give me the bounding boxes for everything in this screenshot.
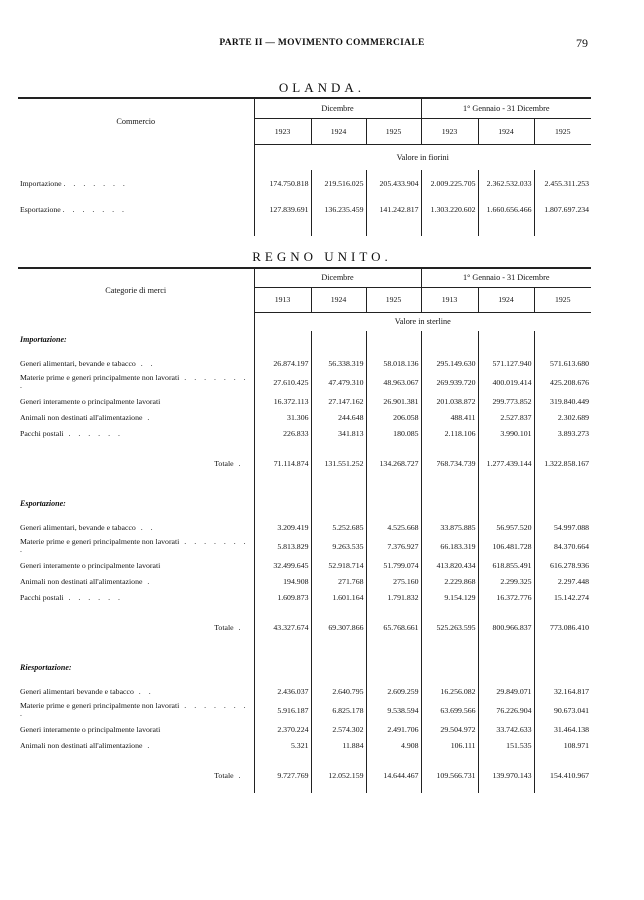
cell: 51.799.074 (366, 557, 421, 573)
table-row (18, 557, 591, 573)
table-row: Generi alimentari, bevande e tabacco . . 26.874.197 56.338.319 58.018.136 295.149.630 571.127.940 571.613.680 (18, 355, 591, 371)
cell: 5.813.829 (254, 535, 311, 557)
row-label: Generi interamente o principalmente lavorati (20, 396, 161, 406)
cell: 2.302.689 (534, 409, 591, 425)
olanda-year: 1923 (421, 118, 478, 144)
row-label: Materie prime e generi principalmente non lavorati (20, 537, 180, 546)
table-row: Materie prime e generi principalmente non lavorati . . . . . . . . 27.610.425 47.479.310 48.963.067 269.939.720 400.019.414 425.208.676 (18, 371, 591, 393)
cell: 48.963.067 (366, 371, 421, 393)
cell: 66.183.319 (421, 535, 478, 557)
cell: 16.256.082 (421, 683, 478, 699)
cell: 9.727.769 (254, 767, 311, 783)
cell: 11.884 (311, 737, 366, 753)
row-label: Animali non destinati all'alimentazione (20, 412, 143, 422)
cell: 299.773.852 (478, 393, 534, 409)
cell: 341.813 (311, 425, 366, 441)
table-row: Pacchi postali . . . . . . 1.609.873 1.601.164 1.791.832 9.154.129 16.372.776 15.142.274 (18, 589, 591, 605)
cell: 127.839.691 (254, 196, 311, 222)
row-label: Generi alimentari, bevande e tabacco (20, 522, 136, 532)
regno-col-label: Categorie di merci (18, 268, 254, 312)
cell: 29.504.972 (421, 721, 478, 737)
cell: 29.849.071 (478, 683, 534, 699)
cell: 32.164.817 (534, 683, 591, 699)
cell: 154.410.967 (534, 767, 591, 783)
cell: 141.242.817 (366, 196, 421, 222)
regno-year: 1924 (311, 287, 366, 312)
running-header (0, 36, 644, 50)
cell: 226.833 (254, 425, 311, 441)
regno-unit: Valore in sterline (254, 312, 591, 331)
cell: 76.226.904 (478, 699, 534, 721)
cell: 2.009.225.705 (421, 170, 478, 196)
table-row: Materie prime e generi principalmente non lavorati . . . . . . . . 5.916.187 6.825.178 9.538.594 63.699.566 76.226.904 90.673.041 (18, 699, 591, 721)
cell: 5.916.187 (254, 699, 311, 721)
cell: 1.609.873 (254, 589, 311, 605)
cell: 33.875.885 (421, 519, 478, 535)
cell: 174.750.818 (254, 170, 311, 196)
olanda-group-dicembre: Dicembre (254, 98, 421, 118)
cell: 1.322.858.167 (534, 455, 591, 471)
olanda-year: 1925 (534, 118, 591, 144)
cell: 488.411 (421, 409, 478, 425)
olanda-title: OLANDA. (278, 80, 366, 95)
cell: 201.038.872 (421, 393, 478, 409)
olanda-col-label: Commercio (18, 98, 254, 144)
cell: 206.058 (366, 409, 421, 425)
cell: 1.303.220.602 (421, 196, 478, 222)
regno-year: 1925 (366, 287, 421, 312)
olanda-table (18, 97, 591, 236)
cell: 571.613.680 (534, 355, 591, 371)
cell: 2.436.037 (254, 683, 311, 699)
table-row (18, 721, 591, 737)
cell: 525.263.595 (421, 619, 478, 635)
olanda-year: 1925 (366, 118, 421, 144)
section-title: Esportazione: (20, 498, 66, 508)
cell: 1.807.697.234 (534, 196, 591, 222)
cell: 90.673.041 (534, 699, 591, 721)
cell: 31.306 (254, 409, 311, 425)
total-label: Totale (214, 458, 234, 468)
cell: 1.791.832 (366, 589, 421, 605)
row-label: Esportazione (20, 204, 61, 214)
cell: 618.855.491 (478, 557, 534, 573)
cell: 616.278.936 (534, 557, 591, 573)
cell: 4.525.668 (366, 519, 421, 535)
cell: 27.147.162 (311, 393, 366, 409)
cell: 180.085 (366, 425, 421, 441)
cell: 1.601.164 (311, 589, 366, 605)
cell: 52.918.714 (311, 557, 366, 573)
cell: 2.491.706 (366, 721, 421, 737)
cell: 65.768.661 (366, 619, 421, 635)
total-row: Totale . 9.727.769 12.052.159 14.644.467 109.566.731 139.970.143 154.410.967 (18, 767, 591, 783)
total-label: Totale (214, 770, 234, 780)
cell: 106.481.728 (478, 535, 534, 557)
row-label: Generi interamente o principalmente lavorati (20, 724, 161, 734)
row-label: Pacchi postali (20, 592, 64, 602)
olanda-year: 1923 (254, 118, 311, 144)
cell: 56.957.520 (478, 519, 534, 535)
cell: 2.297.448 (534, 573, 591, 589)
row-label: Generi interamente o principalmente lavorati (20, 560, 161, 570)
olanda-row-importazione: Importazione . . . . . . . 174.750.818 219.516.025 205.433.904 2.009.225.705 2.362.532.033 2.455.311.253 (18, 170, 591, 196)
cell: 425.208.676 (534, 371, 591, 393)
cell: 1.660.656.466 (478, 196, 534, 222)
cell: 56.338.319 (311, 355, 366, 371)
regno-year: 1925 (534, 287, 591, 312)
regno-year: 1913 (421, 287, 478, 312)
cell: 2.362.532.033 (478, 170, 534, 196)
cell: 108.971 (534, 737, 591, 753)
table-row: Generi alimentari bevande e tabacco . . 2.436.037 2.640.795 2.609.259 16.256.082 29.849.071 32.164.817 (18, 683, 591, 699)
cell: 32.499.645 (254, 557, 311, 573)
cell: 3.893.273 (534, 425, 591, 441)
cell: 43.327.674 (254, 619, 311, 635)
regno-title: REGNO UNITO. (252, 249, 392, 264)
cell: 1.277.439.144 (478, 455, 534, 471)
regno-table (18, 267, 591, 793)
cell: 269.939.720 (421, 371, 478, 393)
cell: 2.609.259 (366, 683, 421, 699)
cell: 58.018.136 (366, 355, 421, 371)
cell: 14.644.467 (366, 767, 421, 783)
cell: 800.966.837 (478, 619, 534, 635)
running-title: PARTE II — MOVIMENTO COMMERCIALE (219, 38, 425, 48)
cell: 768.734.739 (421, 455, 478, 471)
regno-year: 1913 (254, 287, 311, 312)
cell: 26.901.381 (366, 393, 421, 409)
cell: 3.990.101 (478, 425, 534, 441)
row-label: Materie prime e generi principalmente non lavorati (20, 701, 180, 710)
regno-group-dicembre: Dicembre (254, 268, 421, 287)
cell: 413.820.434 (421, 557, 478, 573)
table-row: Animali non destinati all'alimentazione . 194.908 271.768 275.160 2.229.868 2.299.325 2.297.448 (18, 573, 591, 589)
cell: 275.160 (366, 573, 421, 589)
cell: 63.699.566 (421, 699, 478, 721)
cell: 571.127.940 (478, 355, 534, 371)
cell: 9.154.129 (421, 589, 478, 605)
cell: 12.052.159 (311, 767, 366, 783)
cell: 295.149.630 (421, 355, 478, 371)
table-row: Pacchi postali . . . . . . 226.833 341.813 180.085 2.118.106 3.990.101 3.893.273 (18, 425, 591, 441)
cell: 5.321 (254, 737, 311, 753)
table-row (18, 393, 591, 409)
row-label: Generi alimentari bevande e tabacco (20, 686, 134, 696)
section-title: Importazione: (20, 334, 67, 344)
cell: 2.527.837 (478, 409, 534, 425)
cell: 4.908 (366, 737, 421, 753)
row-label: Materie prime e generi principalmente non lavorati (20, 373, 180, 382)
olanda-row-esportazione: Esportazione . . . . . . . 127.839.691 136.235.459 141.242.817 1.303.220.602 1.660.656.466 1.807.697.234 (18, 196, 591, 222)
cell: 54.997.088 (534, 519, 591, 535)
cell: 2.574.302 (311, 721, 366, 737)
cell: 2.640.795 (311, 683, 366, 699)
total-label: Totale (214, 622, 234, 632)
row-label: Importazione (20, 178, 62, 188)
row-label: Animali non destinati all'alimentazione (20, 740, 143, 750)
cell: 7.376.927 (366, 535, 421, 557)
cell: 33.742.633 (478, 721, 534, 737)
cell: 26.874.197 (254, 355, 311, 371)
regno-group-annuale: 1° Gennaio - 31 Dicembre (421, 268, 591, 287)
cell: 16.372.113 (254, 393, 311, 409)
cell: 271.768 (311, 573, 366, 589)
cell: 15.142.274 (534, 589, 591, 605)
regno-year: 1924 (478, 287, 534, 312)
cell: 205.433.904 (366, 170, 421, 196)
cell: 5.252.685 (311, 519, 366, 535)
row-label: Generi alimentari, bevande e tabacco (20, 358, 136, 368)
cell: 139.970.143 (478, 767, 534, 783)
olanda-group-annuale: 1° Gennaio - 31 Dicembre (421, 98, 591, 118)
row-label: Pacchi postali (20, 428, 64, 438)
cell: 319.840.449 (534, 393, 591, 409)
cell: 134.268.727 (366, 455, 421, 471)
cell: 71.114.874 (254, 455, 311, 471)
cell: 31.464.138 (534, 721, 591, 737)
cell: 106.111 (421, 737, 478, 753)
cell: 9.538.594 (366, 699, 421, 721)
cell: 6.825.178 (311, 699, 366, 721)
cell: 244.648 (311, 409, 366, 425)
cell: 2.229.868 (421, 573, 478, 589)
cell: 2.299.325 (478, 573, 534, 589)
table-row: Materie prime e generi principalmente non lavorati . . . . . . . . 5.813.829 9.263.535 7.376.927 66.183.319 106.481.728 84.370.664 (18, 535, 591, 557)
page-number: 79 (576, 36, 588, 50)
cell: 109.566.731 (421, 767, 478, 783)
cell: 400.019.414 (478, 371, 534, 393)
cell: 136.235.459 (311, 196, 366, 222)
cell: 131.551.252 (311, 455, 366, 471)
cell: 47.479.310 (311, 371, 366, 393)
table-row: Animali non destinati all'alimentazione . 31.306 244.648 206.058 488.411 2.527.837 2.302.689 (18, 409, 591, 425)
total-row: Totale . 43.327.674 69.307.866 65.768.661 525.263.595 800.966.837 773.086.410 (18, 619, 591, 635)
cell: 2.370.224 (254, 721, 311, 737)
section-title: Riesportazione: (20, 662, 72, 672)
cell: 3.209.419 (254, 519, 311, 535)
cell: 84.370.664 (534, 535, 591, 557)
cell: 2.118.106 (421, 425, 478, 441)
cell: 27.610.425 (254, 371, 311, 393)
olanda-year: 1924 (311, 118, 366, 144)
olanda-year: 1924 (478, 118, 534, 144)
olanda-unit: Valore in fiorini (254, 144, 591, 170)
cell: 219.516.025 (311, 170, 366, 196)
table-row: Generi alimentari, bevande e tabacco . . 3.209.419 5.252.685 4.525.668 33.875.885 56.957.520 54.997.088 (18, 519, 591, 535)
cell: 151.535 (478, 737, 534, 753)
cell: 9.263.535 (311, 535, 366, 557)
cell: 2.455.311.253 (534, 170, 591, 196)
cell: 16.372.776 (478, 589, 534, 605)
table-row: Animali non destinati all'alimentazione . 5.321 11.884 4.908 106.111 151.535 108.971 (18, 737, 591, 753)
total-row: Totale . 71.114.874 131.551.252 134.268.727 768.734.739 1.277.439.144 1.322.858.167 (18, 455, 591, 471)
cell: 773.086.410 (534, 619, 591, 635)
cell: 194.908 (254, 573, 311, 589)
cell: 69.307.866 (311, 619, 366, 635)
row-label: Animali non destinati all'alimentazione (20, 576, 143, 586)
